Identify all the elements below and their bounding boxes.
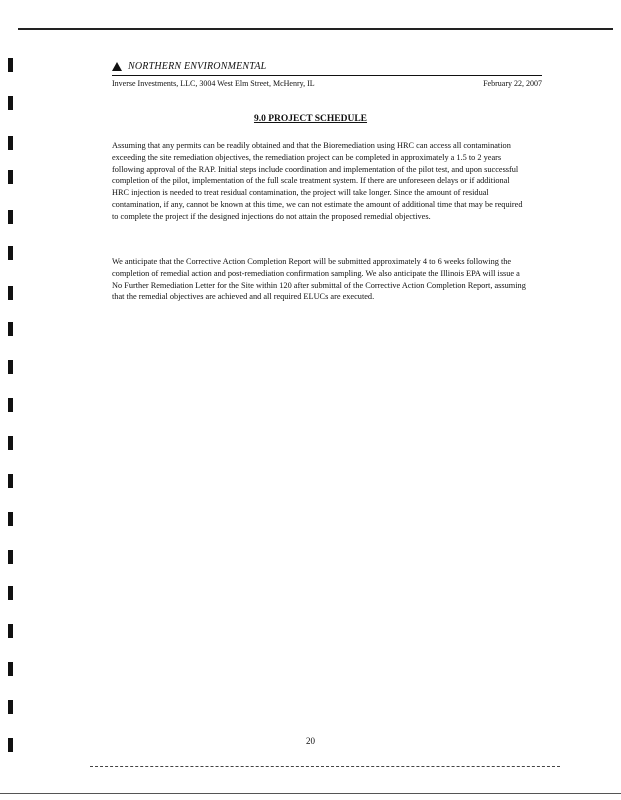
company-line [112, 61, 542, 72]
header-rule [112, 75, 542, 76]
binding-mark [8, 550, 13, 564]
page-bottom-edge [0, 793, 621, 794]
paragraph-completion-report: We anticipate that the Corrective Action Completion Report will be submitted approximately 4 to 6 weeks following the completion of remedial action and post-remediation confirmation sampling. We also anticipate the Illinois EPA will issue a No Further Remediation Letter for the Site within 120 after submittal of the Corrective Action Completion Report, assuming that the remedial objectives are achieved and all required ELUCs are executed. [112, 257, 526, 302]
page-number: 20 [306, 736, 315, 746]
binding-mark [8, 586, 13, 600]
page-header [112, 61, 542, 88]
binding-mark [8, 436, 13, 450]
binding-mark [8, 624, 13, 638]
binding-mark [8, 136, 13, 150]
address-line [112, 79, 542, 88]
binding-mark [8, 286, 13, 300]
section-title: 9.0 PROJECT SCHEDULE [253, 114, 368, 124]
binding-mark [8, 474, 13, 488]
client-address: Inverse Investments, LLC, 3004 West Elm Street, McHenry, IL [112, 79, 315, 88]
binding-mark [8, 96, 13, 110]
binding-mark [8, 58, 13, 72]
document-date: February 22, 2007 [483, 79, 542, 88]
binding-mark [8, 210, 13, 224]
company-name: NORTHERN ENVIRONMENTAL [128, 61, 267, 72]
top-rule [18, 28, 613, 30]
binding-mark [8, 662, 13, 676]
footer-rule [90, 766, 560, 768]
binding-mark [8, 398, 13, 412]
binding-mark [8, 700, 13, 714]
binding-mark [8, 322, 13, 336]
binding-mark [8, 360, 13, 374]
triangle-logo-icon [112, 62, 122, 71]
binding-mark [8, 246, 13, 260]
binding-mark [8, 170, 13, 184]
paragraph-schedule: Assuming that any permits can be readily obtained and that the Bioremediation using HRC can access all contamination exceeding the site remediation objectives, the remediation project can be completed in approximately a 1.5 to 2 years following approval of the RAP. Initial steps include coordination and implementation of the pilot test, and upon successful completion of the pilot, implementation of the full scale treatment system. If there are unforeseen delays or if additional HRC injection is needed to treat residual contamination, the project will take longer. Since the amount of residual contamination, if any, cannot be known at this time, we can not estimate the amount of additional time that may be required to complete the project if the designed injections do not attain the proposed remedial objectives. [112, 141, 523, 221]
binding-mark [8, 512, 13, 526]
